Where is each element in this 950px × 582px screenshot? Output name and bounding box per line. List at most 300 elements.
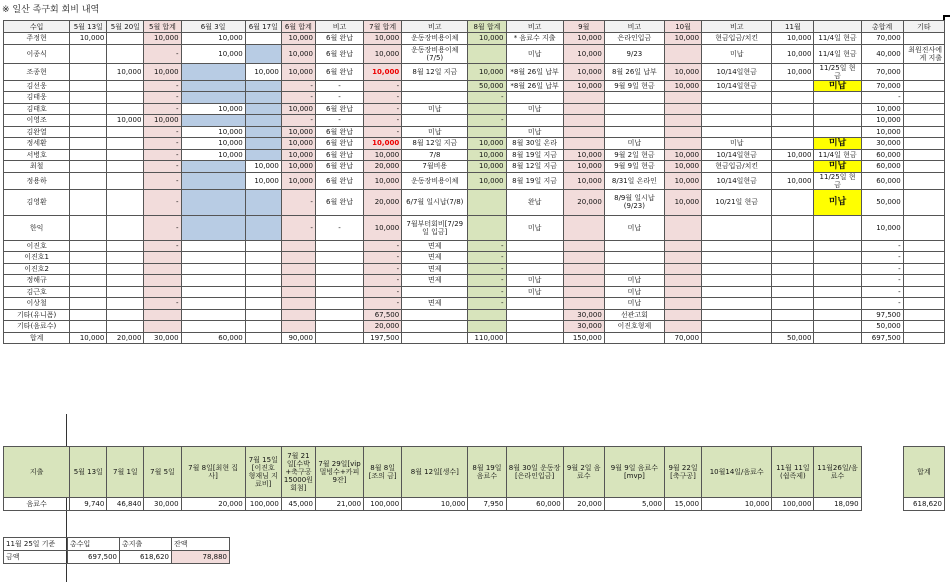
cell[interactable]: 미납 <box>604 286 664 298</box>
cell[interactable]: 미납 <box>506 215 563 240</box>
cell[interactable]: 10,000 <box>664 63 701 80</box>
cell[interactable] <box>107 161 144 173</box>
cell[interactable]: 김영환 <box>4 189 70 215</box>
cell[interactable] <box>903 63 944 80</box>
cell[interactable] <box>664 126 701 138</box>
summary-header[interactable]: 총지출 <box>120 538 172 551</box>
summary-header[interactable]: 11월 25일 기준 <box>4 538 68 551</box>
cell[interactable] <box>315 275 363 287</box>
cell[interactable] <box>107 263 144 275</box>
column-header[interactable]: 비고 <box>315 21 363 33</box>
cell[interactable] <box>181 161 245 173</box>
cell[interactable]: 10/14일현금 <box>702 63 772 80</box>
cell[interactable] <box>281 240 315 252</box>
cell[interactable] <box>315 240 363 252</box>
cell[interactable]: 10,000 <box>144 115 181 127</box>
cell[interactable] <box>772 286 814 298</box>
column-header[interactable]: 8월 합계 <box>468 21 506 33</box>
cell[interactable] <box>604 126 664 138</box>
cell[interactable] <box>144 252 181 264</box>
cell[interactable] <box>70 309 107 321</box>
cell[interactable]: 이영조 <box>4 115 70 127</box>
column-header[interactable]: 5월 13일 <box>70 21 107 33</box>
cell[interactable] <box>814 298 861 310</box>
cell[interactable]: 8월 19일 지금 <box>506 149 563 161</box>
cell[interactable] <box>903 332 944 344</box>
cell[interactable] <box>903 240 944 252</box>
expense-value[interactable]: 45,000 <box>281 498 315 511</box>
cell[interactable]: 30,000 <box>563 309 604 321</box>
cell[interactable]: 8월 26일 납부 <box>604 63 664 80</box>
cell[interactable] <box>245 298 281 310</box>
cell[interactable] <box>70 189 107 215</box>
cell[interactable] <box>70 80 107 92</box>
cell[interactable]: 10,000 <box>772 33 814 45</box>
cell[interactable]: - <box>144 138 181 150</box>
cell[interactable]: 6/7월 일시납(7/8) <box>402 189 468 215</box>
cell[interactable]: 미납 <box>604 298 664 310</box>
cell[interactable] <box>664 103 701 115</box>
cell[interactable] <box>468 309 506 321</box>
expense-value[interactable]: 20,000 <box>563 498 604 511</box>
cell[interactable] <box>604 92 664 104</box>
cell[interactable] <box>563 240 604 252</box>
cell[interactable] <box>245 240 281 252</box>
cell[interactable]: - <box>364 126 402 138</box>
column-header[interactable]: 11월 <box>772 21 814 33</box>
cell[interactable] <box>604 332 664 344</box>
cell[interactable] <box>604 103 664 115</box>
column-header[interactable]: 기타 <box>903 21 944 33</box>
cell[interactable] <box>772 161 814 173</box>
cell[interactable]: 10,000 <box>245 161 281 173</box>
cell[interactable]: 67,500 <box>364 309 402 321</box>
cell[interactable]: - <box>861 252 903 264</box>
cell[interactable] <box>814 286 861 298</box>
cell[interactable]: 8월 12일 지금 <box>506 161 563 173</box>
cell[interactable]: 6월 완납 <box>315 63 363 80</box>
cell[interactable] <box>772 275 814 287</box>
expense-value[interactable]: 음료수 <box>4 498 70 511</box>
cell[interactable]: 10/14일현금 <box>702 172 772 189</box>
cell[interactable] <box>814 115 861 127</box>
cell[interactable] <box>814 92 861 104</box>
cell[interactable]: 10,000 <box>468 161 506 173</box>
cell[interactable]: 8월 30일 온라 <box>506 138 563 150</box>
cell[interactable]: 10,000 <box>664 33 701 45</box>
cell[interactable] <box>181 252 245 264</box>
cell[interactable] <box>772 298 814 310</box>
cell[interactable] <box>245 189 281 215</box>
cell[interactable] <box>245 286 281 298</box>
expense-header[interactable]: 8월 30일 운동장 [은라인입금] <box>506 447 563 498</box>
cell[interactable] <box>664 263 701 275</box>
cell[interactable] <box>702 263 772 275</box>
expense-header[interactable] <box>861 447 903 498</box>
expense-header[interactable]: 지출 <box>4 447 70 498</box>
cell[interactable] <box>702 103 772 115</box>
cell[interactable] <box>664 215 701 240</box>
cell[interactable] <box>903 309 944 321</box>
cell[interactable]: 이상철 <box>4 298 70 310</box>
cell[interactable] <box>468 189 506 215</box>
cell[interactable]: 30,000 <box>563 321 604 333</box>
cell[interactable] <box>107 33 144 45</box>
cell[interactable] <box>107 172 144 189</box>
cell[interactable]: 10,000 <box>281 44 315 63</box>
cell[interactable] <box>772 263 814 275</box>
cell[interactable] <box>281 309 315 321</box>
expense-header[interactable]: 9월 22일 [축구공] <box>664 447 701 498</box>
cell[interactable]: 60,000 <box>861 172 903 189</box>
column-header[interactable]: 비고 <box>506 21 563 33</box>
cell[interactable]: 50,000 <box>468 80 506 92</box>
cell[interactable] <box>772 115 814 127</box>
cell[interactable] <box>245 275 281 287</box>
cell[interactable] <box>772 138 814 150</box>
cell[interactable]: 10,000 <box>70 332 107 344</box>
cell[interactable] <box>107 298 144 310</box>
column-header[interactable]: 총합계 <box>861 21 903 33</box>
cell[interactable]: 10,000 <box>468 149 506 161</box>
cell[interactable]: - <box>315 92 363 104</box>
cell[interactable]: 조종현 <box>4 63 70 80</box>
cell[interactable] <box>814 332 861 344</box>
column-header[interactable] <box>814 21 861 33</box>
cell[interactable]: 10,000 <box>468 33 506 45</box>
cell[interactable]: 10,000 <box>563 172 604 189</box>
expense-header[interactable]: 9월 2일 음료수 <box>563 447 604 498</box>
cell[interactable]: 11/4일 현금 <box>814 44 861 63</box>
cell[interactable]: 10,000 <box>364 215 402 240</box>
cell[interactable] <box>563 138 604 150</box>
cell[interactable] <box>402 92 468 104</box>
cell[interactable]: 10,000 <box>772 149 814 161</box>
cell[interactable] <box>468 126 506 138</box>
cell[interactable]: 8/9월 일시납 (9/23) <box>604 189 664 215</box>
cell[interactable]: - <box>144 215 181 240</box>
cell[interactable] <box>814 252 861 264</box>
cell[interactable]: 이진호형제 <box>604 321 664 333</box>
cell[interactable]: 주정현 <box>4 33 70 45</box>
cell[interactable]: 미납 <box>506 103 563 115</box>
cell[interactable] <box>506 115 563 127</box>
cell[interactable] <box>664 298 701 310</box>
cell[interactable]: - <box>468 240 506 252</box>
cell[interactable] <box>506 321 563 333</box>
cell[interactable] <box>604 115 664 127</box>
cell[interactable]: - <box>468 115 506 127</box>
cell[interactable] <box>563 126 604 138</box>
cell[interactable] <box>903 321 944 333</box>
cell[interactable]: 10,000 <box>181 126 245 138</box>
cell[interactable] <box>702 240 772 252</box>
cell[interactable]: 50,000 <box>861 189 903 215</box>
cell[interactable] <box>772 215 814 240</box>
cell[interactable] <box>702 309 772 321</box>
cell[interactable] <box>903 215 944 240</box>
cell[interactable]: 김근호 <box>4 286 70 298</box>
cell[interactable] <box>245 126 281 138</box>
cell[interactable]: 이진호 <box>4 240 70 252</box>
cell[interactable] <box>70 44 107 63</box>
cell[interactable]: - <box>281 92 315 104</box>
expense-value[interactable]: 7,950 <box>468 498 506 511</box>
cell[interactable]: - <box>364 115 402 127</box>
cell[interactable] <box>702 321 772 333</box>
column-header[interactable]: 7월 합계 <box>364 21 402 33</box>
cell[interactable]: 10,000 <box>563 63 604 80</box>
cell[interactable] <box>903 92 944 104</box>
cell[interactable] <box>402 309 468 321</box>
cell[interactable] <box>245 309 281 321</box>
cell[interactable]: 9/23 <box>604 44 664 63</box>
cell[interactable] <box>281 321 315 333</box>
cell[interactable] <box>144 321 181 333</box>
cell[interactable]: 10,000 <box>468 63 506 80</box>
expense-value[interactable]: 60,000 <box>506 498 563 511</box>
cell[interactable]: 10,000 <box>563 44 604 63</box>
cell[interactable]: 10,000 <box>563 33 604 45</box>
expense-value[interactable]: 18,090 <box>814 498 861 511</box>
cell[interactable] <box>814 215 861 240</box>
cell[interactable]: - <box>144 172 181 189</box>
cell[interactable]: 10,000 <box>664 172 701 189</box>
cell[interactable] <box>107 138 144 150</box>
cell[interactable]: - <box>281 215 315 240</box>
cell[interactable] <box>70 215 107 240</box>
cell[interactable] <box>245 33 281 45</box>
cell[interactable] <box>604 240 664 252</box>
column-header[interactable]: 9월 <box>563 21 604 33</box>
cell[interactable] <box>664 115 701 127</box>
cell[interactable] <box>664 275 701 287</box>
cell[interactable] <box>772 92 814 104</box>
cell[interactable]: 697,500 <box>861 332 903 344</box>
cell[interactable] <box>70 321 107 333</box>
cell[interactable]: 10,000 <box>281 103 315 115</box>
cell[interactable]: 기타(음료수) <box>4 321 70 333</box>
expense-header[interactable]: 7월 15일[이진호 형재님 지료비] <box>245 447 281 498</box>
cell[interactable] <box>702 332 772 344</box>
cell[interactable]: - <box>861 92 903 104</box>
cell[interactable] <box>664 321 701 333</box>
expense-header[interactable]: 11월26일/음료수 <box>814 447 861 498</box>
cell[interactable] <box>245 103 281 115</box>
cell[interactable]: 10,000 <box>772 172 814 189</box>
cell[interactable] <box>107 189 144 215</box>
cell[interactable] <box>702 92 772 104</box>
cell[interactable] <box>107 149 144 161</box>
cell[interactable]: - <box>468 298 506 310</box>
cell[interactable]: 20,000 <box>364 189 402 215</box>
cell[interactable]: 이진호2 <box>4 263 70 275</box>
cell[interactable] <box>903 286 944 298</box>
cell[interactable]: 은라인입금 <box>604 33 664 45</box>
cell[interactable]: 70,000 <box>861 80 903 92</box>
cell[interactable]: 미납 <box>702 138 772 150</box>
cell[interactable]: - <box>144 189 181 215</box>
cell[interactable] <box>814 103 861 115</box>
cell[interactable] <box>70 172 107 189</box>
cell[interactable]: 50,000 <box>861 321 903 333</box>
expense-header[interactable]: 5월 13일 <box>70 447 107 498</box>
cell[interactable] <box>402 80 468 92</box>
cell[interactable]: - <box>364 275 402 287</box>
cell[interactable] <box>563 103 604 115</box>
column-header[interactable]: 6월 3일 <box>181 21 245 33</box>
cell[interactable] <box>281 298 315 310</box>
cell[interactable]: - <box>364 298 402 310</box>
cell[interactable] <box>402 332 468 344</box>
cell[interactable]: 미납 <box>506 286 563 298</box>
column-header[interactable]: 수입 <box>4 21 70 33</box>
cell[interactable] <box>245 92 281 104</box>
cell[interactable] <box>107 275 144 287</box>
cell[interactable]: - <box>364 103 402 115</box>
cell[interactable] <box>144 275 181 287</box>
cell[interactable]: - <box>144 161 181 173</box>
cell[interactable] <box>144 309 181 321</box>
cell[interactable] <box>903 115 944 127</box>
cell[interactable]: 8월 19일 지금 <box>506 172 563 189</box>
cell[interactable] <box>181 263 245 275</box>
cell[interactable]: 10,000 <box>281 161 315 173</box>
cell[interactable] <box>315 298 363 310</box>
cell[interactable]: 10,000 <box>245 63 281 80</box>
cell[interactable]: 70,000 <box>861 33 903 45</box>
cell[interactable] <box>70 103 107 115</box>
cell[interactable] <box>814 275 861 287</box>
cell[interactable] <box>181 80 245 92</box>
cell[interactable]: 기타(유니폼) <box>4 309 70 321</box>
cell[interactable]: 6월 완납 <box>315 126 363 138</box>
cell[interactable] <box>604 252 664 264</box>
cell[interactable]: 미납 <box>604 215 664 240</box>
cell[interactable] <box>563 286 604 298</box>
cell[interactable]: 7월부터회비[7/29일 입금] <box>402 215 468 240</box>
cell[interactable] <box>563 92 604 104</box>
cell[interactable] <box>315 321 363 333</box>
cell[interactable]: 6월 완납 <box>315 138 363 150</box>
cell[interactable] <box>563 252 604 264</box>
cell[interactable]: 미납 <box>402 103 468 115</box>
cell[interactable] <box>814 240 861 252</box>
expense-value[interactable]: 100,000 <box>772 498 814 511</box>
cell[interactable] <box>903 80 944 92</box>
cell[interactable]: - <box>144 103 181 115</box>
cell[interactable] <box>181 215 245 240</box>
cell[interactable] <box>245 332 281 344</box>
cell[interactable] <box>107 309 144 321</box>
expense-header[interactable]: 7월 5일 <box>144 447 181 498</box>
expense-header[interactable]: 7월 29일[vip 멀빙수+카피9잔] <box>315 447 363 498</box>
cell[interactable] <box>107 215 144 240</box>
cell[interactable]: 김완열 <box>4 126 70 138</box>
cell[interactable]: 김선웅 <box>4 80 70 92</box>
cell[interactable] <box>772 126 814 138</box>
cell[interactable]: - <box>468 252 506 264</box>
cell[interactable] <box>468 44 506 63</box>
cell[interactable] <box>107 103 144 115</box>
cell[interactable] <box>70 263 107 275</box>
cell[interactable]: 10,000 <box>281 33 315 45</box>
cell[interactable]: 미납 <box>506 275 563 287</box>
cell[interactable] <box>664 309 701 321</box>
cell[interactable]: 11/25일 현금 <box>814 172 861 189</box>
expense-header[interactable]: 11월 11일(쉽족제) <box>772 447 814 498</box>
expense-value[interactable]: 100,000 <box>245 498 281 511</box>
column-header[interactable]: 비고 <box>402 21 468 33</box>
cell[interactable]: 30,000 <box>144 332 181 344</box>
cell[interactable]: 97,500 <box>861 309 903 321</box>
cell[interactable] <box>245 115 281 127</box>
cell[interactable] <box>903 149 944 161</box>
cell[interactable] <box>903 126 944 138</box>
expense-value[interactable]: 10,000 <box>402 498 468 511</box>
cell[interactable] <box>181 92 245 104</box>
cell[interactable]: - <box>468 263 506 275</box>
cell[interactable] <box>506 309 563 321</box>
cell[interactable]: 면제 <box>402 252 468 264</box>
cell[interactable]: 197,500 <box>364 332 402 344</box>
cell[interactable]: 미납 <box>604 275 664 287</box>
cell[interactable] <box>107 92 144 104</box>
expense-header[interactable]: 10월14일/음료수 <box>702 447 772 498</box>
cell[interactable] <box>181 115 245 127</box>
cell[interactable] <box>70 275 107 287</box>
cell[interactable]: 최철 <box>4 161 70 173</box>
cell[interactable]: 20,000 <box>364 321 402 333</box>
expense-header[interactable]: 9월 9일 음료수 [mvp] <box>604 447 664 498</box>
cell[interactable] <box>144 286 181 298</box>
cell[interactable] <box>70 138 107 150</box>
cell[interactable]: - <box>315 215 363 240</box>
cell[interactable] <box>563 298 604 310</box>
cell[interactable]: 10,000 <box>144 63 181 80</box>
cell[interactable] <box>563 275 604 287</box>
cell[interactable] <box>772 252 814 264</box>
cell[interactable] <box>70 115 107 127</box>
expense-header[interactable]: 7월 1일 <box>107 447 144 498</box>
cell[interactable]: 40,000 <box>861 44 903 63</box>
cell[interactable]: 10/14일현금 <box>702 149 772 161</box>
cell[interactable]: 10,000 <box>181 138 245 150</box>
cell[interactable]: 11/4일 현금 <box>814 33 861 45</box>
cell[interactable]: 현금입금/치킨 <box>702 161 772 173</box>
cell[interactable] <box>281 263 315 275</box>
cell[interactable] <box>70 240 107 252</box>
cell[interactable]: 10,000 <box>468 138 506 150</box>
cell[interactable] <box>281 275 315 287</box>
expense-header[interactable]: 7월 21일[수박+축구공 15000원 회첨] <box>281 447 315 498</box>
cell[interactable]: 10,000 <box>563 80 604 92</box>
cell[interactable]: 미납 <box>814 80 861 92</box>
cell[interactable] <box>814 263 861 275</box>
expense-value[interactable]: 100,000 <box>364 498 402 511</box>
cell[interactable]: - <box>364 252 402 264</box>
cell[interactable] <box>903 252 944 264</box>
cell[interactable] <box>107 44 144 63</box>
cell[interactable]: 10/21일 현금 <box>702 189 772 215</box>
expense-value[interactable]: 10,000 <box>702 498 772 511</box>
cell[interactable]: 7/8 <box>402 149 468 161</box>
cell[interactable]: 8/31일 온라인 <box>604 172 664 189</box>
cell[interactable]: - <box>861 275 903 287</box>
cell[interactable]: 한익 <box>4 215 70 240</box>
cell[interactable] <box>702 215 772 240</box>
expense-value[interactable] <box>861 498 903 511</box>
